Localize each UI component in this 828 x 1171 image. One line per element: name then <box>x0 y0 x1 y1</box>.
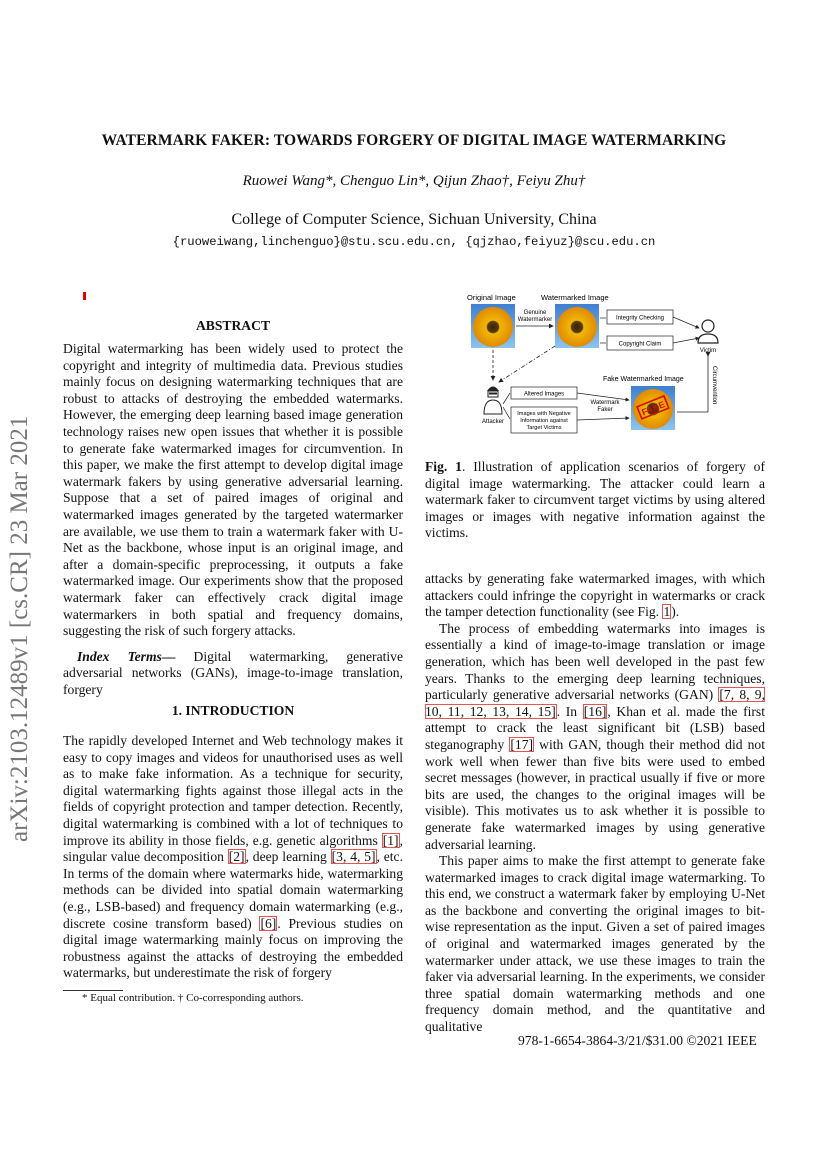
index-terms <box>63 649 403 699</box>
original-image-sunflower <box>471 304 515 348</box>
label-genuine: Genuine <box>523 310 547 316</box>
fake-watermarked-image <box>631 386 675 430</box>
label-watermarked-image: Watermarked Image <box>541 293 609 302</box>
paper-authors: Ruowei Wang*, Chenguo Lin*, Qijun Zhao†, Feiyu Zhu† <box>242 173 586 189</box>
intro-paragraph-4: This paper aims to make the first attempt to generate fake watermarked images to crack digital image watermarking. To this end, we construct a watermark faker by employing U-Net as the backbone and converting the original images to bit-wise representation as the input. Given a set of paired images of original and watermarked images generated by the watermarker under attack, we use these images to train the faker via adversarial learning. In the experiments, we consider three spatial domain watermarking methods and one frequency domain method, and the quantitative and qualitative <box>425 853 765 1035</box>
citation-link[interactable]: [6] <box>260 915 277 931</box>
abstract-body: Digital watermarking has been widely used to protect the copyright and integrity of multimedia data. Previous studies mainly focus on designing watermarking techniques that are robust to attacks of destroying the embedded watermarks. However, the emerging deep learning based image generation technology raises new open issues that whether it is possible to generate fake watermarked images for circumvention. In this paper, we make the first attempt to develop digital image watermark fakers by using generative adversarial learning. Suppose that a set of paired images of original and watermarked images generated by the targeted watermarker are available, we use them to train a watermark faker with U-Net as the backbone, whose input is an original image, and after a domain-specific preprocessing, it outputs a fake watermarked image. Our experiments show that the proposed watermark faker can effectively crack digital image watermarkers in both spatial and frequency domains, suggesting the risk of such forgery attacks. <box>63 341 403 639</box>
intro-right-column <box>425 571 765 1036</box>
abstract-heading: ABSTRACT <box>195 318 271 333</box>
paper-title: WATERMARK FAKER: TOWARDS FORGERY OF DIGITAL IMAGE WATERMARKING <box>101 132 727 149</box>
index-terms-text: Digital watermarking, generative adversarial networks (GANs), image-to-image translation, forgery <box>63 648 403 697</box>
citation-link[interactable]: [2] <box>228 849 245 865</box>
label-attacker: Attacker <box>481 419 505 425</box>
victim-icon <box>698 320 718 343</box>
label-negative-line-1: Images with Negative <box>517 411 571 417</box>
footnote-rule <box>63 990 123 991</box>
citation-link[interactable]: [16] <box>583 703 607 719</box>
citation-link[interactable]: [1] <box>382 832 399 848</box>
label-faker: Faker <box>597 407 613 413</box>
fake-stamp: FAKE <box>640 399 667 418</box>
copyright-footer: 978-1-6654-3864-3/21/$31.00 ©2021 IEEE <box>518 1033 757 1048</box>
citation-link[interactable]: [17] <box>510 736 534 752</box>
figure-1-diagram <box>455 288 765 438</box>
intro-paragraph-2: attacks by generating fake watermarked images, with which attackers could infringe the copyright in watermarks or crack the tamper detection functionality (see Fig. 1). <box>425 571 765 620</box>
label-fake-watermarked-image: Fake Watermarked Image <box>603 376 684 383</box>
watermarked-image-sunflower <box>555 304 599 348</box>
label-copyright-claim: Copyright Claim <box>618 341 662 348</box>
intro-heading: 1. INTRODUCTION <box>171 703 295 718</box>
attacker-icon <box>484 387 502 415</box>
footnote: * Equal contribution. † Co-corresponding authors. <box>82 992 304 1004</box>
paper-affiliation: College of Computer Science, Sichuan University, China <box>231 211 597 228</box>
label-victim: Victim <box>699 348 717 354</box>
intro-left-column <box>63 733 403 982</box>
paper-emails: {ruoweiwang,linchenguo}@stu.scu.edu.cn, {qjzhao,feiyuz}@scu.edu.cn <box>172 235 656 249</box>
caption-text: . Illustration of application scenarios of forgery of digital image watermarking. The attacker could learn a watermark faker to circumvent target victims by using altered images or images with negative information against the victims. <box>425 459 765 541</box>
label-integrity-checking: Integrity Checking <box>615 315 665 322</box>
intro-paragraph-3: The process of embedding watermarks into images is essentially a kind of image-to-image translation or image generation, which has been well developed in the past few years. Thanks to the emerging deep learning techniques, particularly generative adversarial networks (GAN) [7, 8, 9, 10, 11, 12, 13, 14, 15]. In [16], Khan et al. made the first attempt to crack the least significant bit (LSB) based steganography [17] with GAN, though their method did not work well when fewer than five bits were used to embed secret messages (however, in practical usually if five or more bits are used, the changes to the original images will be visible). This motivates us to ask whether it is possible to generate fake watermarked images by using generative adversarial learning. <box>425 620 766 852</box>
figure-link[interactable]: 1 <box>663 604 671 620</box>
index-terms-label: Index Terms— <box>77 648 176 664</box>
annotation-marker <box>83 292 86 300</box>
abstract-text <box>63 341 403 698</box>
label-negative-line-3: Target Victims <box>526 425 562 431</box>
label-watermark: Watermark <box>590 400 620 406</box>
label-altered-images: Altered Images <box>523 391 565 398</box>
label-circumvention: Circumvention <box>711 366 717 405</box>
label-genuine-watermarker: Watermarker <box>517 317 553 323</box>
citation-link[interactable]: [7, 8, 9, 10, 11, 12, 13, 14, 15] <box>425 687 765 719</box>
citation-link[interactable]: [3, 4, 5] <box>331 849 376 865</box>
caption-label: Fig. 1 <box>425 459 462 474</box>
intro-paragraph-1: The rapidly developed Internet and Web technology makes it easy to copy images and videos for unauthorised uses as well as to make fake information. As a technique for security, digital watermarking fights against those illegal acts in the fields of copyright protection and tamper detection. Recently, digital watermarking is combined with a lot of techniques to improve its ability in those fields, e.g. genetic algorithms [1], singular value decomposition [2], deep learning [3, 4, 5], etc. In terms of the domain where watermarks hide, watermarking methods can be divided into spatial domain watermarking (e.g., LSB-based) and frequency domain watermarking (e.g., discrete cosine transform based) [6]. Previous studies on digital image watermarking mainly focus on improving the robustness against the attacks of destroying the embedded watermarks, but underestimate the risk of forgery <box>63 733 403 981</box>
label-negative-line-2: Information against <box>520 418 568 424</box>
label-original-image: Original Image <box>467 293 516 302</box>
figure-1-caption <box>425 459 765 542</box>
